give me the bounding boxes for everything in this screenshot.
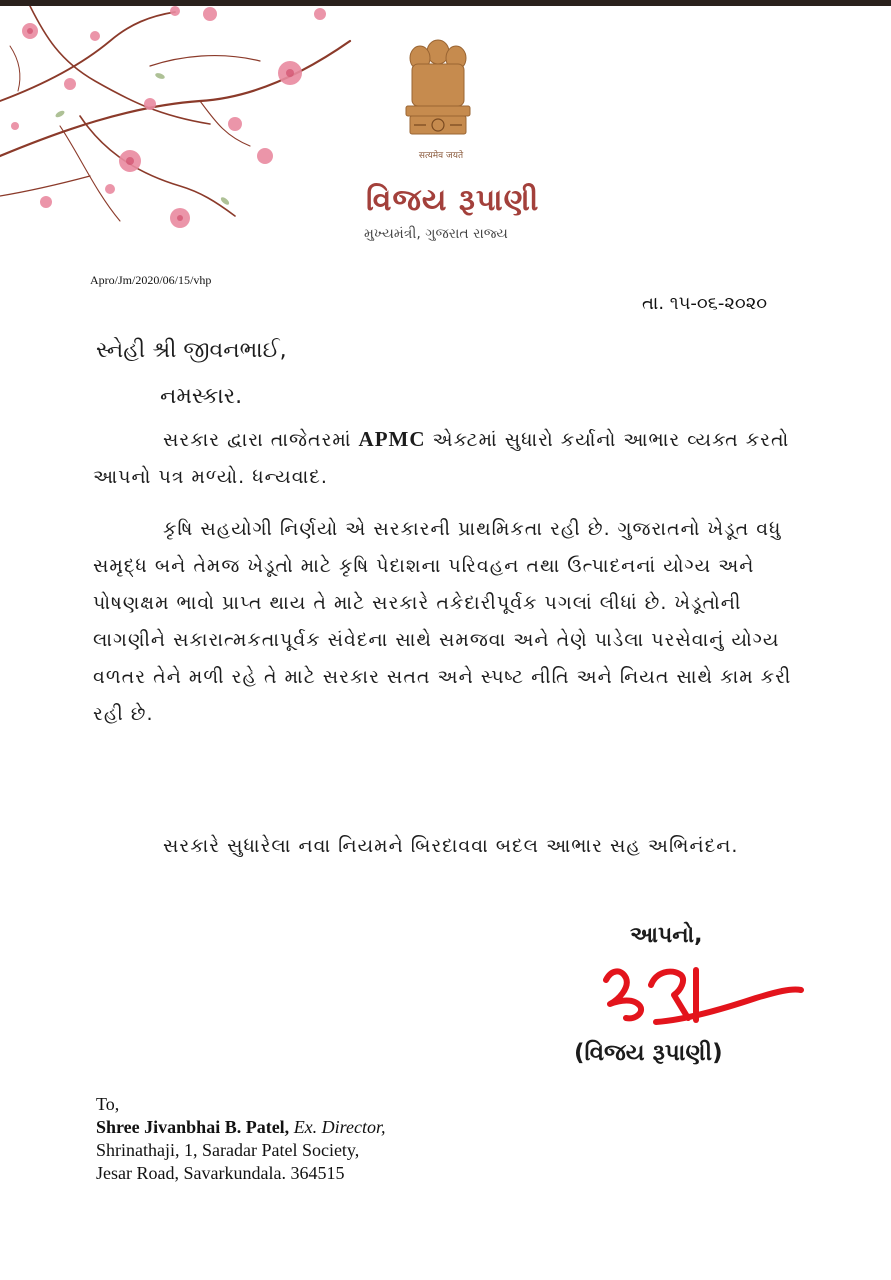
greeting: નમસ્કાર. (160, 384, 243, 409)
signatory-name: (વિજય રૂપાણી) (574, 1040, 723, 1066)
address-line-1: Shrinathaji, 1, Saradar Patel Society, (96, 1140, 360, 1160)
paragraph-3-text: સરકારે સુધારેલા નવા નિયમને બિરદાવવા બદલ આભાર સહ અભિનંદન. (163, 835, 739, 857)
closing-phrase: આપનો, (630, 923, 703, 948)
paragraph-2 (93, 511, 793, 733)
paragraph-2-text: કૃષિ સહયોગી નિર્ણયો એ સરકારની પ્રાથમિકતા રહી છે. ગુજરાતનો ખેડૂત વધુ સમૃદ્ધ બને તેમજ ખેડૂતો માટે કૃષિ પેદાશના પરિવહન તથા ઉત્પાદનનાં યોગ્ય અને પોષણક્ષમ ભાવો પ્રાપ્ત થાય તે માટે સરકારે તકેદારીપૂર્વક પગલાં લીધાં છે. ખેડૂતોની લાગણીને સકારાત્મકતાપૂર્વક સંવેદના સાથે સમજવા અને તેણે પાડેલા પરસેવાનું યોગ્ય વળતર તેને મળી રહે તે માટે સરકાર સતત અને સ્પષ્ટ નીતિ અને નિયત સાથે કામ કરી રહી છે. (93, 518, 792, 725)
blossom-branch-decoration (0, 6, 380, 246)
reference-number: Apro/Jm/2020/06/15/vhp (90, 273, 212, 287)
paragraph-1-text-b: એક્ટમાં સુધારો કર્યાનો આભાર વ્યક્ત કરતો આપનો પત્ર મળ્યો. ધન્યવાદ. (93, 429, 790, 488)
recipient-address (96, 1093, 386, 1185)
emblem-motto: सत्यमेव जयते (418, 151, 464, 161)
recipient-designation: Ex. Director, (293, 1117, 386, 1137)
address-name-line (96, 1116, 386, 1139)
paragraph-3 (93, 828, 793, 865)
paragraph-1-text-a: સરકાર દ્વારા તાજેતરમાં (163, 429, 359, 451)
national-emblem-icon (400, 34, 476, 146)
letterhead-sender-name: વિજય રૂપાણી (366, 183, 540, 218)
apmc-acronym: APMC (358, 427, 426, 451)
recipient-name: Shree Jivanbhai B. Patel, (96, 1117, 290, 1137)
salutation: સ્નેહી શ્રી જીવનભાઈ, (96, 338, 287, 363)
letterhead-sender-title: મુખ્યમંત્રી, ગુજરાત રાજ્ય (364, 226, 508, 242)
address-line-2: Jesar Road, Savarkundala. 364515 (96, 1163, 345, 1183)
letter-date: તા. ૧૫-૦૬-૨૦૨૦ (642, 293, 768, 314)
address-to: To, (96, 1094, 120, 1114)
paragraph-1 (93, 421, 793, 496)
handwritten-signature (596, 960, 806, 1040)
